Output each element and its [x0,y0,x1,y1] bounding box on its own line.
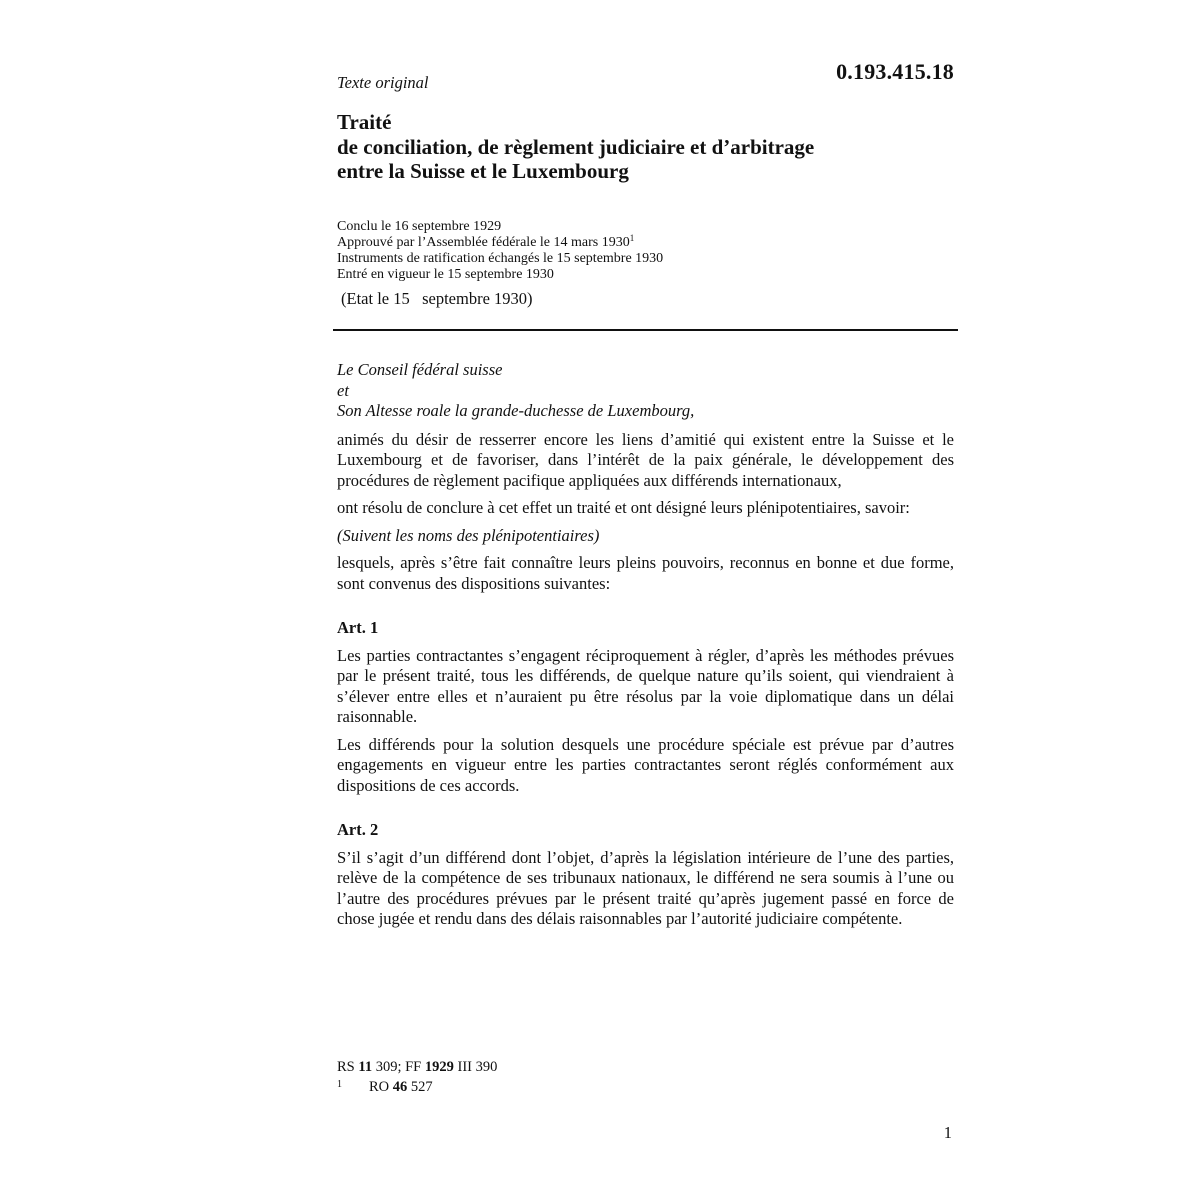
article-1-heading: Art. 1 [337,618,379,637]
article-2-heading: Art. 2 [337,820,379,839]
source-mid: 309; FF [375,1059,422,1075]
footnote-1-page: 527 [410,1079,433,1095]
approval-date [337,235,663,251]
ratification-date: Instruments de ratification échangés le 15 septembre 1930 [337,251,664,266]
entry-into-force-date: Entré en vigueur le 15 septembre 1930 [337,267,554,282]
footnote-1-prefix: RO [369,1079,390,1095]
party-conjunction: et [337,380,349,400]
document-page [337,0,958,1200]
title-line-1: Traité [337,110,392,134]
source-reference [337,1057,497,1077]
footnotes [337,1057,497,1097]
document-title [337,110,814,184]
article-2-paragraph-1: S’il s’agit d’un différend dont l’objet, d’après la législation intérieure de l’une des parties, relève de la compétence de ses tribunaux nationaux, le différend ne sera soumis à l’une ou l’autre des procédures prévues par le présent traité qu’après jugement passé en force de chose jugée et rendu dans des délais raisonnables par l’autorité judiciaire compétente. [337,847,954,928]
page-number: 1 [943,1123,952,1142]
title-line-3: entre la Suisse et le Luxembourg [337,159,629,183]
preamble-paragraph-3: (Suivent les noms des plénipotentiaires) [337,525,600,545]
sr-number: 0.193.415.18 [836,59,954,84]
approval-text: Approuvé par l’Assemblée fédérale le 14 mars 1930 [337,235,630,250]
footnote-1: 1 RO 46 527 [337,1079,433,1095]
header-divider [333,329,958,331]
preamble-paragraph-4: lesquels, après s’être fait connaître leurs pleins pouvoirs, reconnus en bonne et due forme, sont convenus des dispositions suivantes: [337,553,954,593]
state-date: (Etat le 15 septembre 1930) [341,289,533,308]
footnote-1-volume: 46 [392,1079,408,1095]
contracting-parties [337,360,954,422]
document-body [337,360,954,937]
original-text-label: Texte original [337,73,429,92]
preamble-paragraph-2: ont résolu de conclure à cet effet un traité et ont désigné leurs plénipotentiaires, savoir: [337,498,910,517]
party-2: Son Altesse roale la grande-duchesse de Luxembourg, [337,401,695,420]
footnote-ref-1[interactable]: 1 [629,233,635,243]
source-suffix: III 390 [457,1059,498,1075]
source-prefix: RS [337,1059,355,1075]
concluded-date: Conclu le 16 septembre 1929 [337,219,502,234]
preamble-paragraph-1: animés du désir de resserrer encore les liens d’amitié qui existent entre la Suisse et le Luxembourg et de favoriser, dans l’intérêt de la paix générale, le développement des procédures de règlement pacifique appliquées aux différends internationaux, [337,429,954,490]
party-1: Le Conseil fédéral suisse [337,360,503,379]
source-volume: 11 [358,1059,373,1075]
title-line-2: de conciliation, de règlement judiciaire et d’arbitrage [337,134,815,159]
article-1-paragraph-1: Les parties contractantes s’engagent réciproquement à régler, d’après les méthodes prévues par le présent traité, tous les différends, de quelque nature qu’ils soient, qui viendraient à s’élever entre elles et n’auraient pu être résolus par la voie diplomatique dans un délai raisonnable. [337,645,954,726]
article-1-paragraph-2: Les différends pour la solution desquels une procédure spéciale est prévue par d’autres engagements en vigueur entre les parties contractantes seront réglés conformément aux dispositions de ces accords. [337,734,954,795]
source-year: 1929 [424,1059,454,1075]
treaty-metadata [337,219,663,283]
